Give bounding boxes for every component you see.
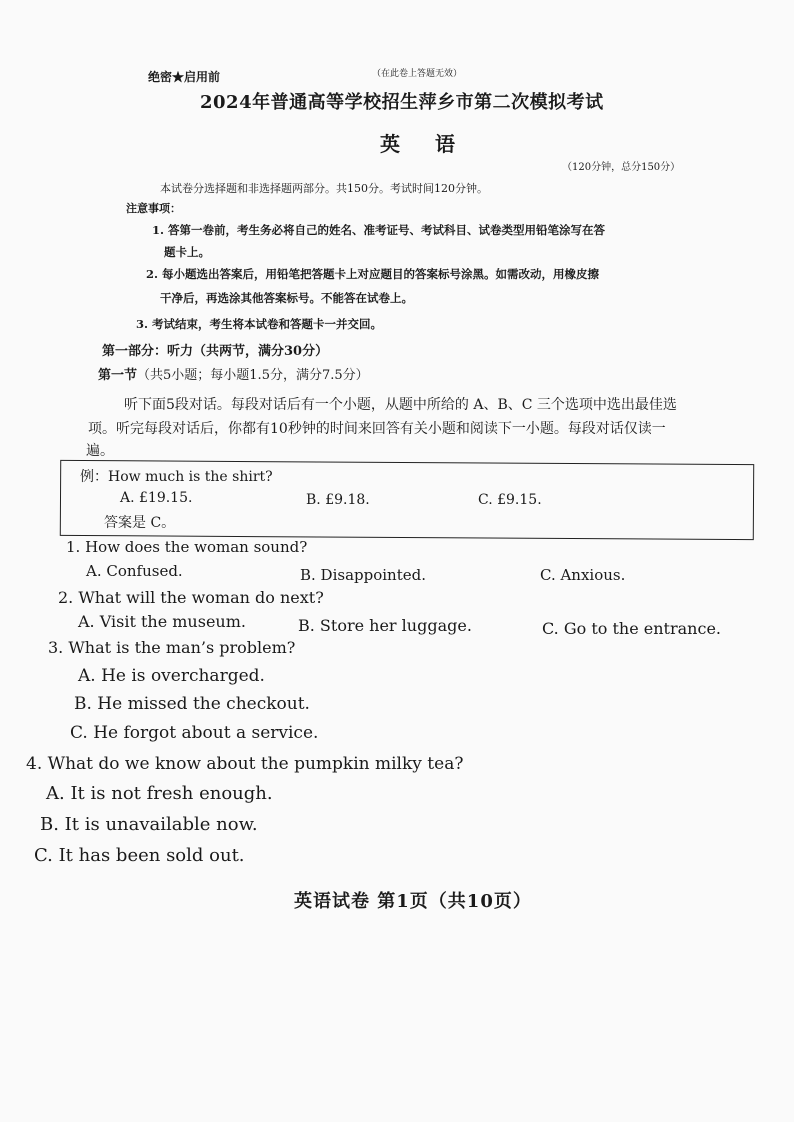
question-4-option-c: C. It has been sold out. [34,845,245,866]
subject-title: 英 语 [380,132,469,156]
question-2-option-c: C. Go to the entrance. [542,619,721,638]
page-footer: 英语试卷 第1页（共10页） [294,891,532,912]
question-1-stem: 1. How does the woman sound? [66,538,308,556]
question-2-option-a: A. Visit the museum. [78,612,246,631]
question-3-stem: 3. What is the man’s problem? [48,638,296,657]
directions-line-3: 遍。 [86,443,114,459]
secret-mark: 绝密★启用前 [148,70,221,84]
note-1-line-1: 1. 答第一卷前，考生务必将自己的姓名、准考证号、考试科目、试卷类型用铅笔涂写在答 [152,223,606,237]
question-4-stem: 4. What do we know about the pumpkin milky tea? [26,754,464,774]
question-3-option-a: A. He is overcharged. [78,666,265,686]
directions-line-1: 听下面5段对话。每段对话后有一个小题，从题中所给的 A、B、C 三个选项中选出最佳选 [124,397,677,413]
example-answer: 答案是 C。 [104,515,176,531]
example-option-a: A. £19.15. [120,490,193,506]
part-1-heading: 第一部分：听力（共两节，满分30分） [102,344,329,359]
example-question: 例：How much is the shirt? [80,469,273,485]
question-1-option-a: A. Confused. [86,562,183,580]
question-1-option-c: C. Anxious. [540,566,626,584]
note-2-line-1: 2. 每小题选出答案后，用铅笔把答题卡上对应题目的答案标号涂黑。如需改动，用橡皮擦 [146,267,600,281]
section-1-heading [98,364,369,383]
invalid-note: （在此卷上答题无效） [372,69,463,79]
question-1-option-b: B. Disappointed. [300,566,426,584]
note-3: 3. 考试结束，考生将本试卷和答题卡一并交回。 [136,317,383,331]
instructions-intro: 本试卷分选择题和非选择题两部分。共150分。考试时间120分钟。 [160,182,488,195]
question-4-option-b: B. It is unavailable now. [40,814,258,835]
question-3-option-b: B. He missed the checkout. [74,694,310,714]
note-2-line-2: 干净后，再选涂其他答案标号。不能答在试卷上。 [160,291,413,305]
example-option-b: B. £9.18. [306,492,370,508]
example-option-c: C. £9.15. [478,492,542,508]
note-1-line-2: 题卡上。 [164,245,210,259]
directions-line-2: 项。听完每段对话后，你都有10秒钟的时间来回答有关小题和阅读下一小题。每段对话仅读一 [88,421,666,437]
question-4-option-a: A. It is not fresh enough. [46,783,273,804]
section-1-label: 第一节 [98,368,138,383]
section-1-detail: （共5小题；每小题1.5分，满分7.5分） [137,368,369,383]
notes-heading: 注意事项： [126,202,181,215]
question-3-option-c: C. He forgot about a service. [70,723,319,743]
time-score: （120分钟，总分150分） [562,162,681,173]
question-2-option-b: B. Store her luggage. [298,616,472,635]
question-2-stem: 2. What will the woman do next? [58,588,324,607]
exam-title: 2024年普通高等学校招生萍乡市第二次模拟考试 [200,92,604,113]
